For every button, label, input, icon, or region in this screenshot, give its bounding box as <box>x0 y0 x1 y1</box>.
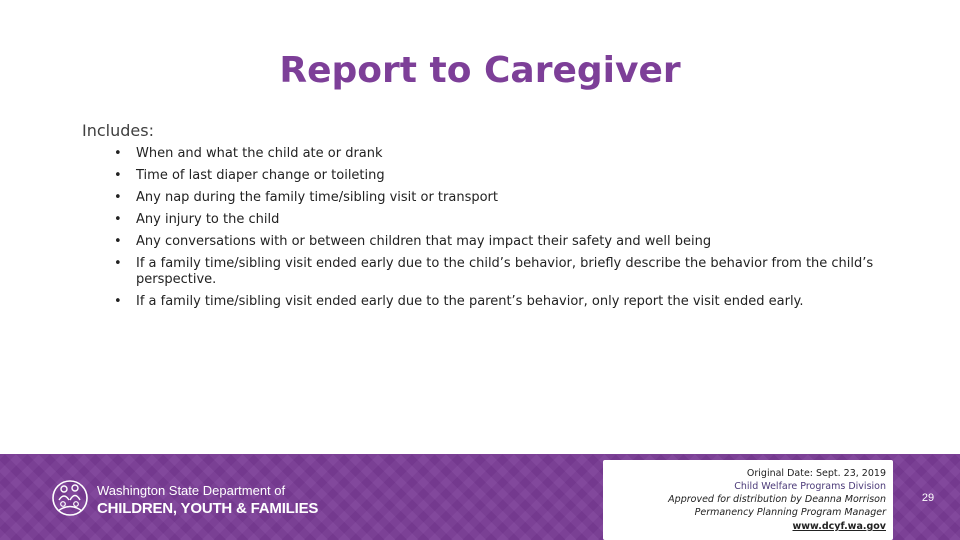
list-item-text: Any injury to the child <box>136 212 280 227</box>
list-item <box>110 146 890 162</box>
distribution-info-box <box>603 460 893 540</box>
list-item-text: If a family time/sibling visit ended early due to the parent’s behavior, only report the visit ended early. <box>136 293 804 309</box>
list-item <box>110 212 890 228</box>
approval-note: Approved for distribution by Deanna Morrison <box>668 494 886 505</box>
bullet-glyph: • <box>114 234 122 249</box>
dcyf-family-logo-icon <box>52 478 88 518</box>
website-link[interactable]: www.dcyf.wa.gov <box>792 521 886 532</box>
division-name: Child Welfare Programs Division <box>734 481 886 492</box>
dcyf-logo <box>52 478 319 522</box>
list-item-text: When and what the child ate or drank <box>136 146 383 161</box>
slide-title: Report to Caregiver <box>279 50 681 91</box>
list-item <box>110 294 890 310</box>
list-item <box>110 168 890 184</box>
bullet-glyph: • <box>114 190 122 205</box>
list-item <box>110 256 890 287</box>
approver-title: Permanency Planning Program Manager <box>694 507 886 518</box>
bullet-glyph: • <box>114 256 122 271</box>
bullet-glyph: • <box>114 293 122 309</box>
list-item <box>110 190 890 206</box>
bullet-glyph: • <box>114 168 122 183</box>
logo-agency-text: CHILDREN, YOUTH & FAMILIES <box>97 500 319 517</box>
bullet-glyph: • <box>114 212 122 227</box>
list-item-text: Any nap during the family time/sibling visit or transport <box>136 190 498 205</box>
includes-label: Includes: <box>82 121 154 140</box>
page-number: 29 <box>921 492 935 504</box>
logo-department-text: Washington State Department of <box>97 483 286 498</box>
footer-bar <box>0 454 960 540</box>
list-item-text: Time of last diaper change or toileting <box>136 168 385 183</box>
bullet-glyph: • <box>114 146 122 161</box>
list-item-text: Any conversations with or between children that may impact their safety and well being <box>136 234 712 249</box>
list-item-text: If a family time/sibling visit ended early due to the child’s behavior, briefly describe the behavior from the child’s perspective. <box>136 256 874 287</box>
list-item <box>110 234 890 250</box>
bullet-list <box>110 146 890 309</box>
original-date: Original Date: Sept. 23, 2019 <box>746 468 886 479</box>
